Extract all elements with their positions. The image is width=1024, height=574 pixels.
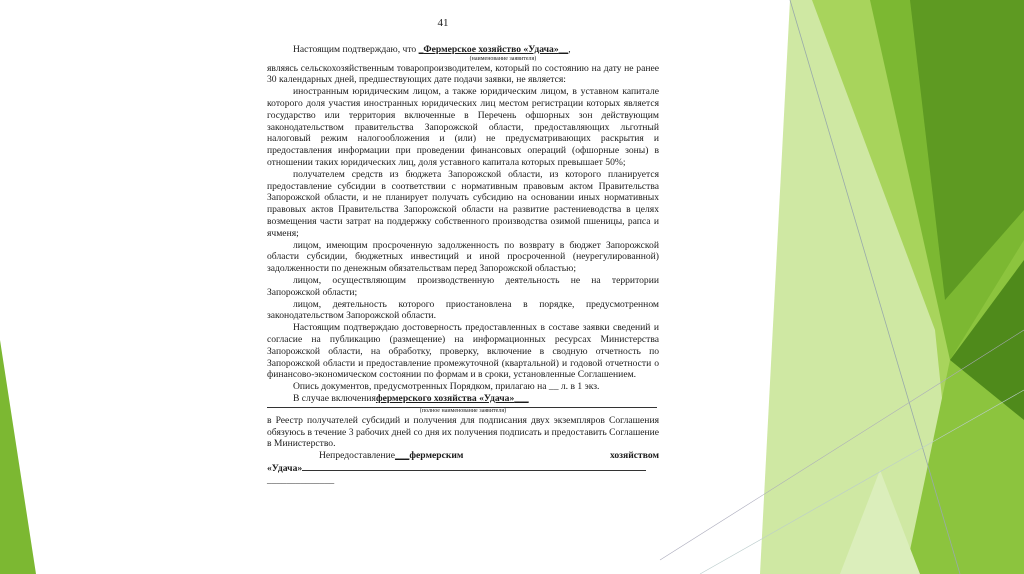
nonsubmit-name: «Удача»	[267, 462, 303, 474]
inclusion-name-underlined	[376, 393, 529, 404]
hint-fullname: (полное наименование заявителя)	[419, 407, 507, 414]
nonsubmit-name-line	[267, 462, 659, 475]
nonsubmit-prefix: Непредоставление	[319, 450, 395, 462]
paragraph-2: иностранным юридическим лицом, а также юридическим лицом, в уставном капитале которого доля участия иностранных юридических лиц местом регистрации которых является государство или территория включенные в Перечень офшорных зон действующим законодательством правительства Запорожской области, предоставляющих льготный налоговый режим налогообложения и (или) не предусматривающих раскрытия и предоставления информации при проведении финансовых операций (офшорные зоны) в отношении таких юридических лиц, доля уставного капитала которых превышает 50%;	[267, 86, 659, 168]
inclusion-name: фермерского хозяйства «Удача»	[375, 392, 515, 404]
nonsubmit-line	[267, 450, 659, 462]
inclusion-line	[267, 393, 659, 405]
inclusion-suffix: ___	[514, 392, 529, 404]
paragraph-4: лицом, имеющим просроченную задолженность по возврату в бюджет Запорожской области субсидии, бюджетных инвестиций и иной просроченной (неурегулированной) задолженности по денежным обязательствам перед Запорожской областью;	[267, 239, 659, 275]
confirm-prefix: Настоящим подтверждаю, что	[293, 43, 417, 55]
paragraph-8: Опись документов, предусмотренных Порядком, прилагаю на __ л. в 1 экз.	[293, 381, 600, 393]
hint-applicant: (наименование заявителя)	[469, 55, 537, 62]
inclusion-prefix: В случае включения	[293, 392, 376, 404]
nonsubmit-left-group	[293, 450, 463, 462]
nonsubmit-right: хозяйством	[609, 450, 659, 462]
nonsubmit-underline: ___	[394, 450, 410, 462]
paragraph-6: лицом, деятельность которого приостановлена в порядке, предусмотренном законодательством Запорожской области.	[267, 298, 659, 322]
scanned-document	[267, 18, 659, 486]
confirm-suffix: ,	[568, 43, 571, 55]
paragraph-5: лицом, осуществляющим производственную деятельность не на территории Запорожской области;	[267, 274, 659, 298]
left-green-strip	[0, 340, 36, 574]
paragraph-9: в Реестр получателей субсидий и получения для подписания двух экземпляров Соглашения обязуюсь в течение 3 рабочих дней со дня их получения подписать и предоставить Соглашение в Министерство.	[267, 414, 659, 450]
farm-name-underlined: _Фермерское хозяйство «Удача»__	[418, 43, 569, 55]
underline-tail: ______________	[267, 474, 335, 486]
page-number: 41	[437, 17, 449, 29]
confirm-line	[267, 44, 659, 56]
nonsubmit-name-rule	[302, 462, 646, 471]
paragraph-1: являясь сельскохозяйственным товаропроизводителем, который по состоянию на дату не ранее 30 календарных дней, предшествующих дате подачи заявки, не является:	[267, 62, 659, 86]
paragraph-7: Настоящим подтверждаю достоверность предоставленных в составе заявки сведений и согласие на публикацию (размещение) на информационных ресурсах Министерства Запорожской области, на обработку, проверку, включение в сводную отчетность по Запорожской области и предоставление промежуточной (квартальной) и годовой отчетности о финансово-экономическом состоянии по формам и в сроки, установленные Соглашением.	[267, 322, 659, 381]
nonsubmit-mid: фермерским	[409, 450, 464, 462]
farm-name: Фермерское хозяйство «Удача»	[423, 43, 559, 55]
paragraph-3: получателем средств из бюджета Запорожской области, из которого планируется предоставление субсидии в соответствии с нормативным правовым актом Правительства Запорожской области, и не планирует получать субсидию на основании иных нормативных правовых актов Правительства Запорожской области на развитие растениеводства в целях возмещения части затрат на поддержку собственного производства озимой пшеницы, рапса и ячменя;	[267, 168, 659, 239]
